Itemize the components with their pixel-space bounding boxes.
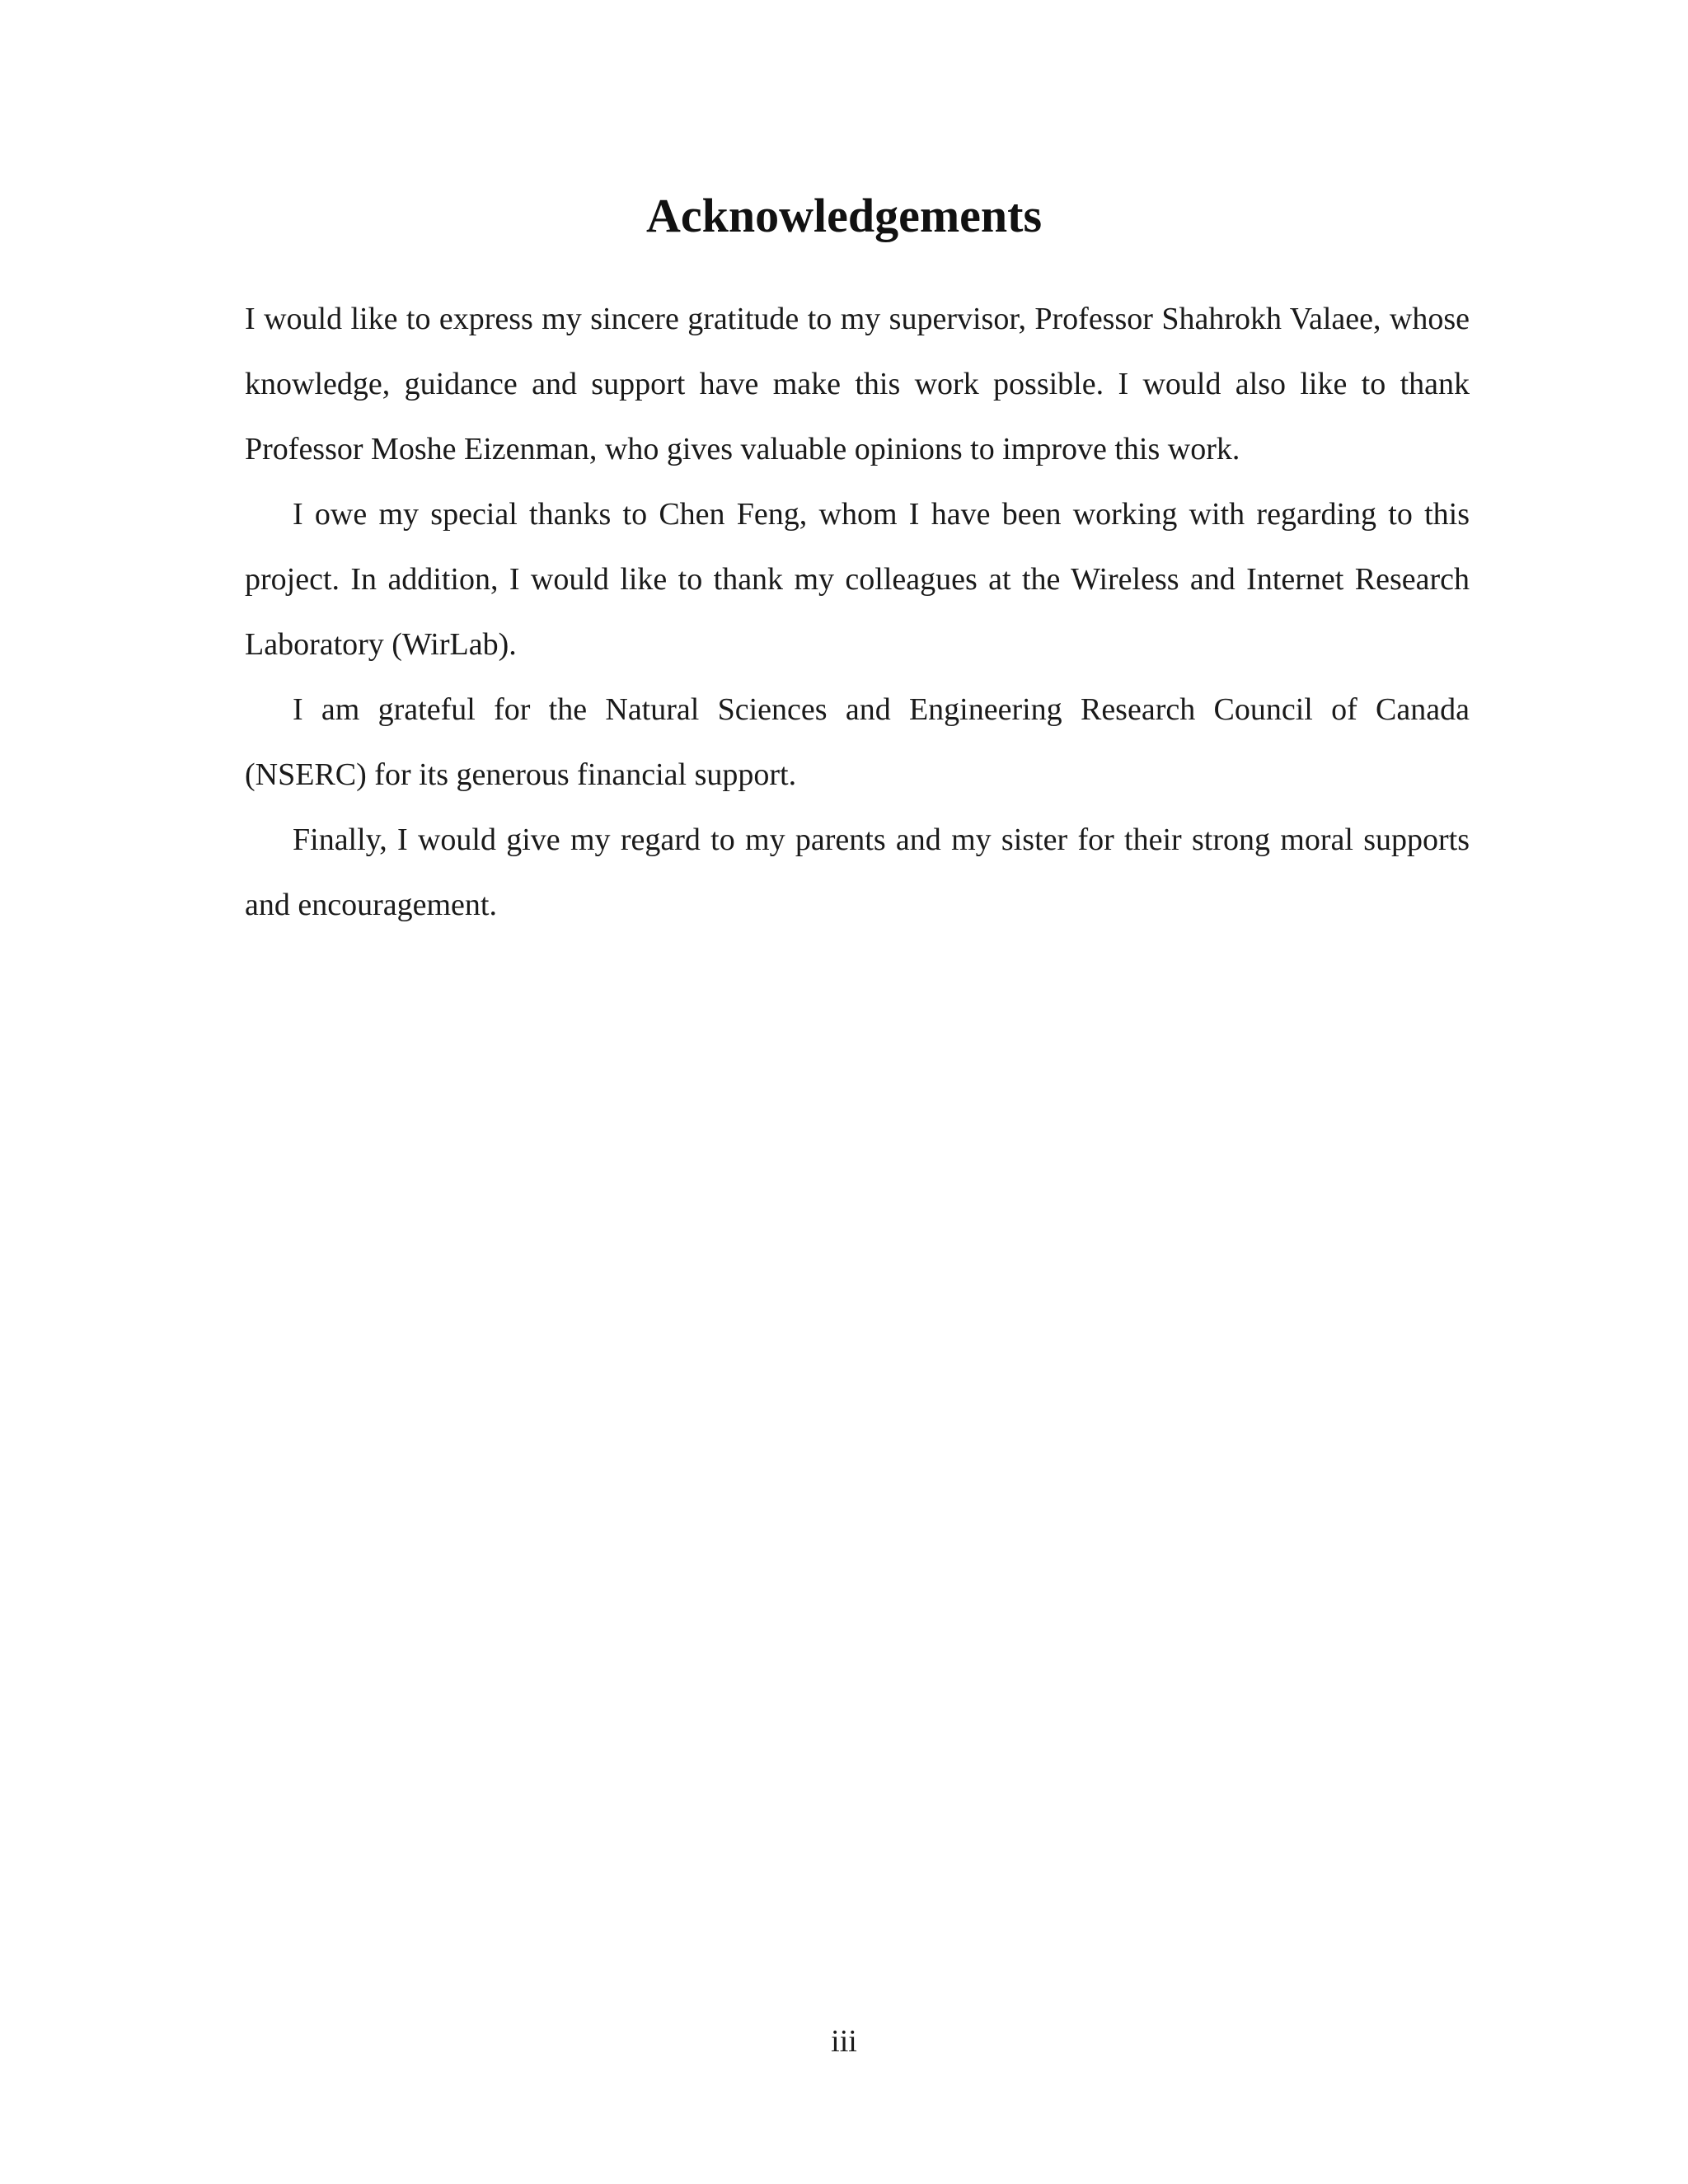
paragraph-family: Finally, I would give my regard to my parents and my sister for their strong moral supports and encouragement. <box>245 823 1470 922</box>
acknowledgements-body <box>245 287 1470 938</box>
paragraph-colleagues: I owe my special thanks to Chen Feng, whom I have been working with regarding to this project. In addition, I would like to thank my colleagues at the Wireless and Internet Research Laboratory (WirLab). <box>245 497 1470 662</box>
page-number: iii <box>831 2024 857 2059</box>
page-title: Acknowledgements <box>645 189 1043 242</box>
paragraph-supervisor: I would like to express my sincere gratitude to my supervisor, Professor Shahrokh Valaee, whose knowledge, guidance and support have make this work possible. I would also like to thank Professor Moshe Eizenman, who gives valuable opinions to improve this work. <box>245 302 1470 466</box>
paragraph-funding: I am grateful for the Natural Sciences and Engineering Research Council of Canada (NSERC) for its generous financial support. <box>245 692 1470 792</box>
